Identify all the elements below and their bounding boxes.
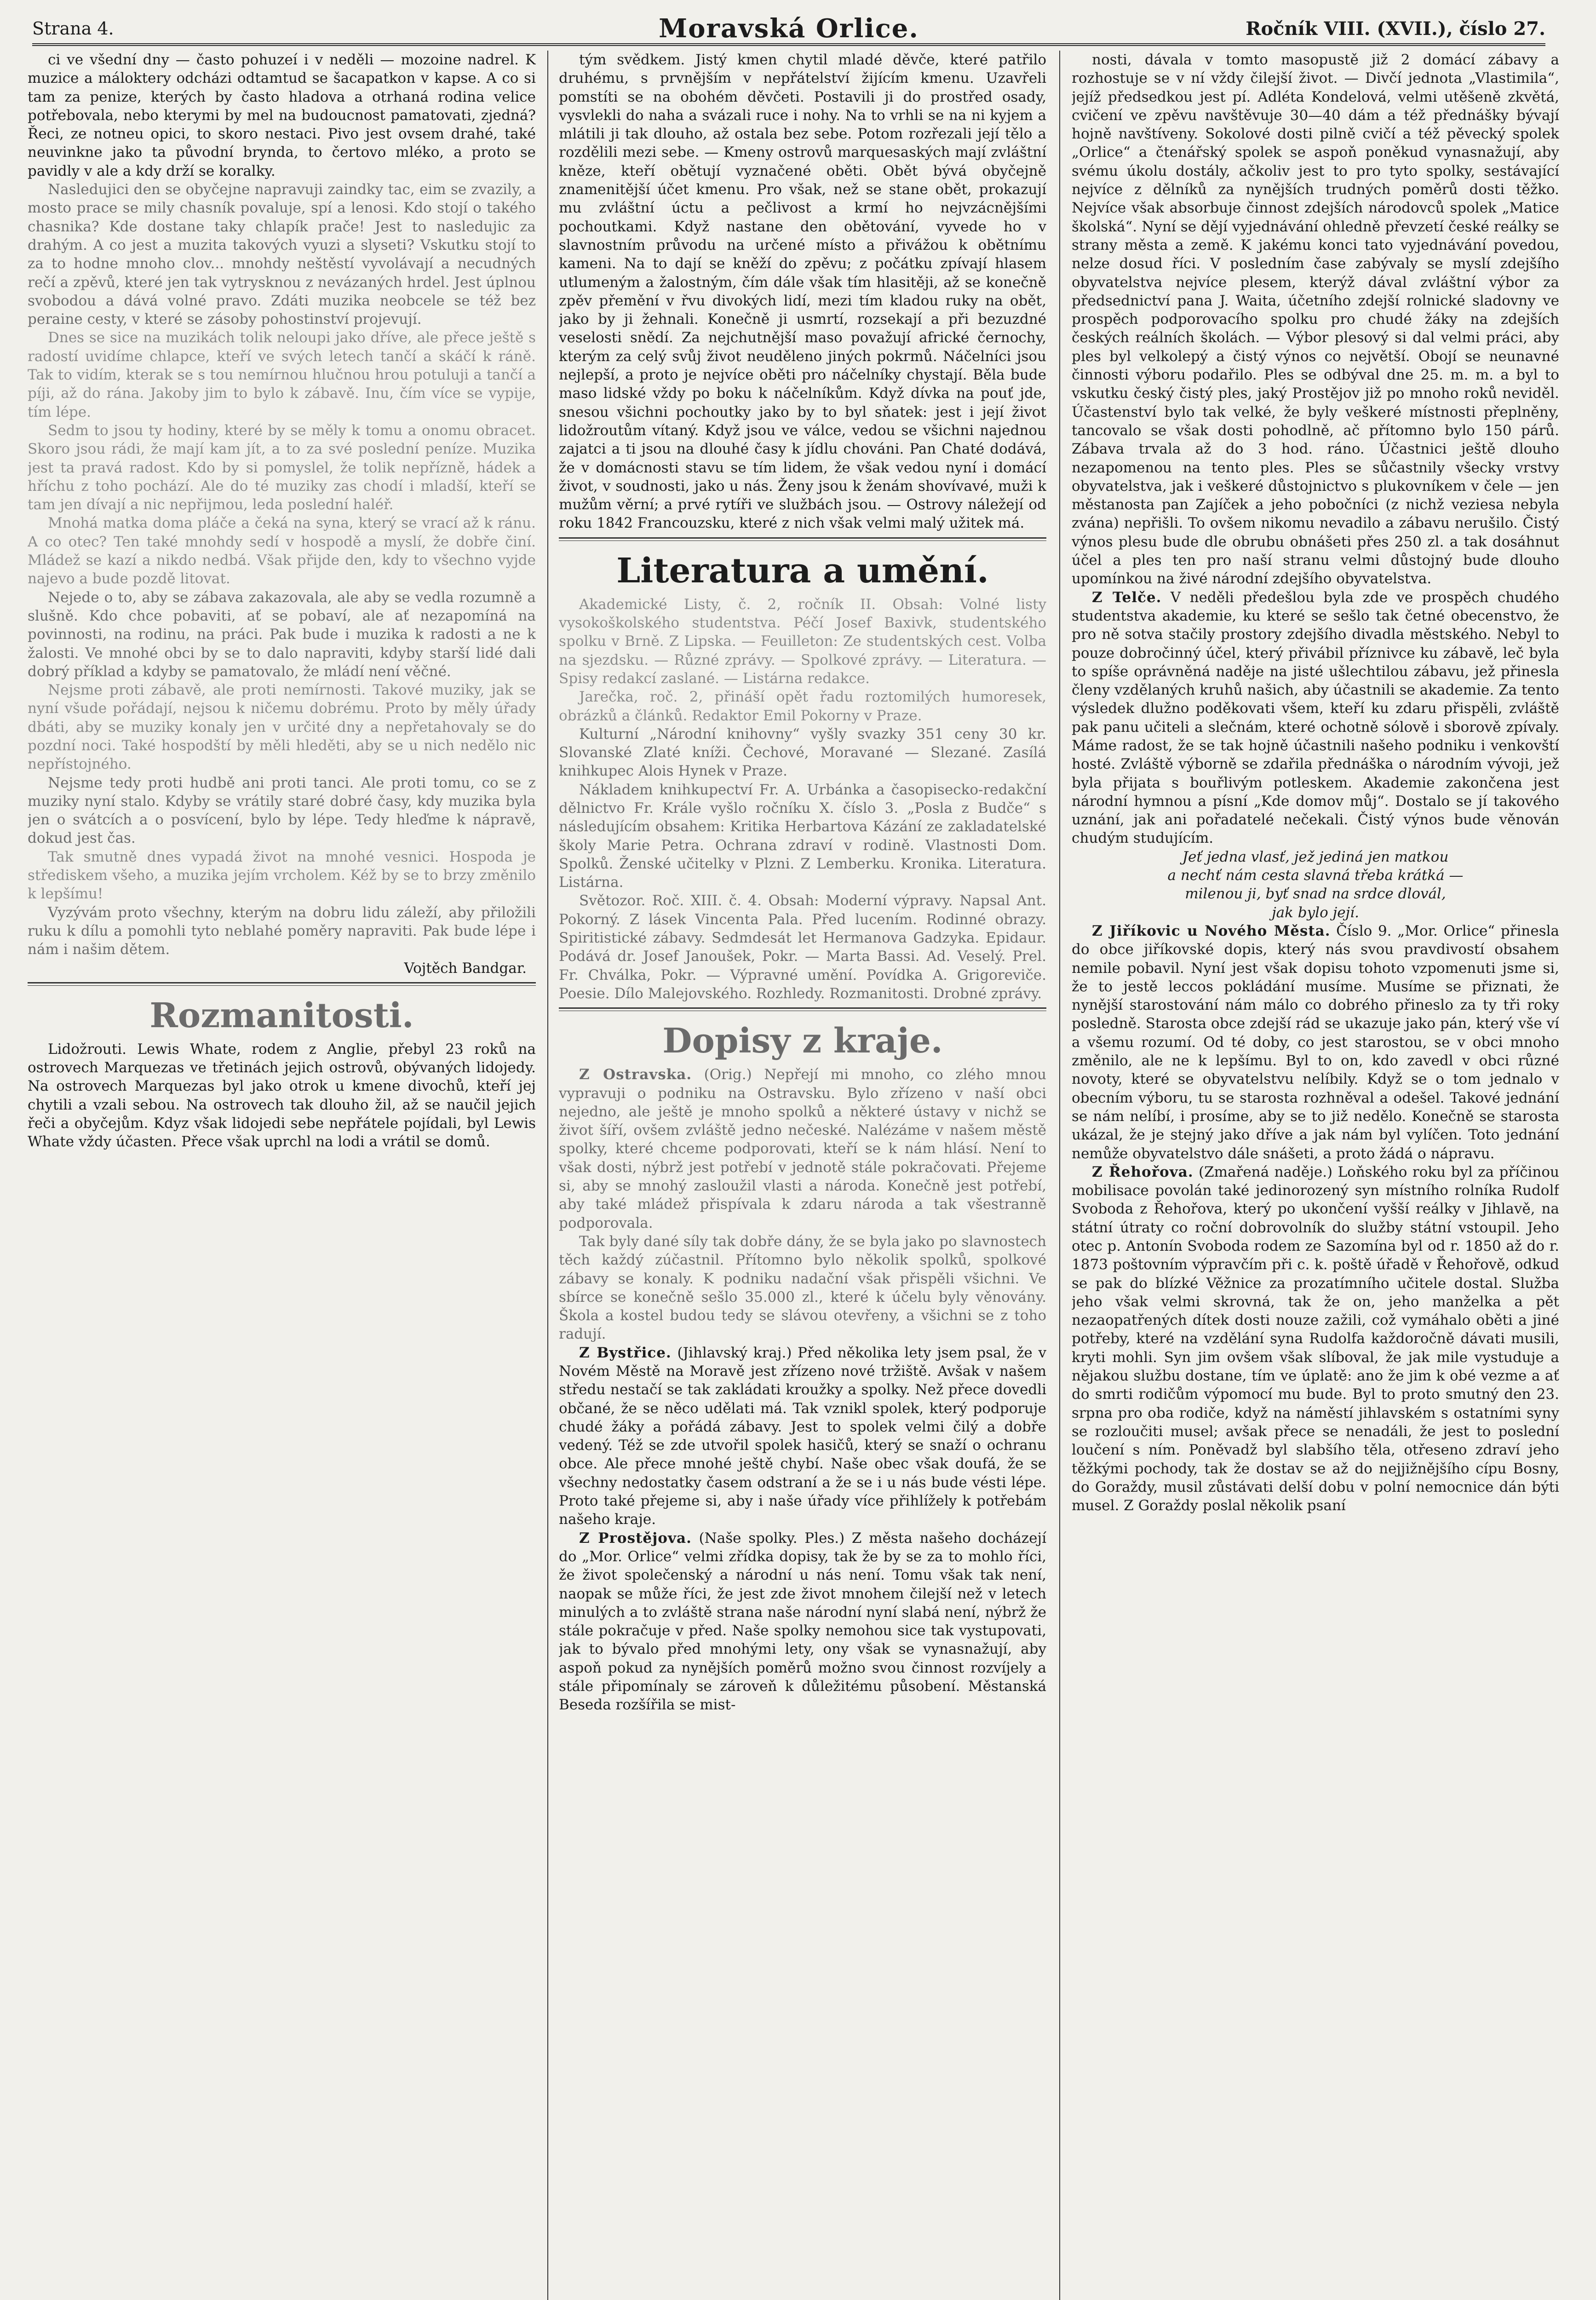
article-paragraph: Nasledujici den se obyčejne napravuji zaindky tac, eim se zvazily, a mosto prace se mily chasník povaluje, spí a lenosi. Kdo stojí o takého chasnika? Kde dostane taky chlapík prače! Jest to nasledujic za drahým. A co jest a muzita takových vyuzi a slyseti? Vskutku stojí to za to hodne mnoho clov... mnohdy neštěstí vyvolávají a necudných rečí a zpěvů, které jen tak vytrysknou z nevázaných hrdel. Jest úplnou svobodou a dává volné pravo. Zdáti muzika neobcele se též bez peraine cesty, v které se zásoby pohostinství projevují. xyxy=(28,181,536,328)
dateline: Z Prostějova. xyxy=(579,1530,692,1547)
article-signature: Vojtěch Bandgar. xyxy=(404,960,527,977)
column-rule xyxy=(1059,51,1060,2300)
section-heading-rozmanitosti: Rozmanitosti. xyxy=(149,995,414,1035)
article-paragraph: (Jihlavský kraj.) Před několika lety jsem psal, že v Novém Městě na Moravě jest zřízeno nové tržiště. Avšak v našem středu nestačí se tak zakládati kroužky a spolky. Než přece dovedli občané, že se něco udělati má. Tak vznikl spolek, který podporuje chudé žáky a pořádá zábavy. Jest to spolek velmi čilý a dobře vedený. Též se zde utvořil spolek hasičů, který se snaží o ochranu obce. Ale přece mnohé ještě chybí. Naše obec však doufá, že se všechny nedostatky časem odstraní a že se i u nás bude vésti lépe. Proto také přejeme si, aby i naše úřady více přihlížely k potřebám našeho kraje. xyxy=(559,1344,1046,1528)
literature-item: Jarečka, roč. 2, přináší opět řadu roztomilých humoresek, obrázků a článků. Redaktor Emil Pokorny v Praze. xyxy=(559,689,1046,724)
dateline: Z Jiříkovic u Nového Města. xyxy=(1092,922,1331,939)
literature-item: Světozor. Roč. XIII. č. 4. Obsah: Moderní výpravy. Napsal Ant. Pokorný. Z lásek Vincenta Pala. Před lucením. Rodinné obrazy. Spiritistické zábavy. Sedmdesát let Hermanova Gadzyka. Epidaur. Podává dr. Josef Janoušek, Pokr. — Marta Bassi. Ad. Veselý. Prel. Fr. Chválka, Pokr. — Výpravné umění. Povídka A. Grigoreviče. Poesie. Dílo Malejovského. Rozhledy. Rozmanitosti. Drobné zprávy. xyxy=(559,892,1046,1002)
article-paragraph: Nejsme tedy proti hudbě ani proti tanci. Ale proti tomu, co se z muziky nyní stalo. Kdyby se vrátily staré dobré časy, kdy muzika byla jen o svátcích a o posvícení, bylo by lépe. Tedy hleďme k nápravě, dokud jest čas. xyxy=(28,774,536,847)
column-3 xyxy=(1072,51,1559,2300)
literature-item: Akademické Listy, č. 2, ročník II. Obsah: Volné listy vysokoškolského studentstva. Péčí Josef Baxivk, studentského spolku v Brně. Z Lipska. — Feuilleton: Ze studentských cest. Volba na sjezdsku. — Různé zprávy. — Spolkové zprávy. — Literatura. — Spisy redakcí zaslané. — Listárna redakce. xyxy=(559,596,1046,687)
section-heading-dopisy: Dopisy z kraje. xyxy=(662,1021,943,1061)
literature-item: Nákladem knihkupectví Fr. A. Urbánka a časopisecko-redakční dělnictvo Fr. Krále vyšlo ročníku X. číslo 3. „Posla z Budče“ s následujícím obsahem: Kritika Herbartova Kázání ze zakladatelské školy Marie Petra. Ochrana zdraví v rodině. Vlastnosti Dom. Spolků. Ženské učitelky v Plzni. Z Lemberku. Kronika. Literatura. Listárna. xyxy=(559,781,1046,891)
page-number: Strana 4. xyxy=(32,18,114,39)
dateline: Z Telče. xyxy=(1092,589,1162,606)
dateline: Z Ostravska. xyxy=(579,1066,692,1083)
article-paragraph: Nejsme proti zábavě, ale proti nemírnosti. Takové muziky, jak se nyní všude pořádají, nejsou k ničemu dobrému. Proto by měly úřady dbáti, aby se muziky konaly jen v určité dny a nepřetahovaly se do pozdní noci. Také hospodští by měli hleděti, aby se u nich nedělo nic nepřístojného. xyxy=(28,682,536,773)
column-rule xyxy=(547,51,548,2300)
verse-line: a nechť nám cesta slavná třeba krátká — xyxy=(1167,867,1464,884)
article-paragraph: ci ve všední dny — často pohuzeí i v neděli — mozoine nadrel. K muzice a máloktery odcházi odtamtud se šacapatkon v kapse. A co si tam za penize, kterých by často hladova a otrhaná rodina velice potřebovala, nebo kterymi by mel na budoucnost pamatovati, zjedná? Řeci, ze notneu opici, to skoro nestaci. Pivo jest ovsem drahé, také neuvinkne jako ta původní brynda, to čertovo mléko, a proto se pavidly v ale a kdy drží se koralky. xyxy=(28,52,536,179)
verse-line: jak bylo její. xyxy=(1272,904,1359,921)
section-heading-literatura: Literatura a umění. xyxy=(616,551,989,591)
issue-info: Ročník VIII. (XVII.), číslo 27. xyxy=(1246,17,1545,40)
dateline: Z Řehořova. xyxy=(1092,1163,1194,1180)
column-2 xyxy=(559,51,1046,2300)
section-divider xyxy=(559,537,1046,541)
newspaper-title: Moravská Orlice. xyxy=(659,13,919,44)
column-1 xyxy=(28,51,536,2300)
article-paragraph: Nejede o to, aby se zábava zakazovala, ale aby se vedla rozumně a slušně. Kdo chce pobaviti, ať se pobaví, ale ať nezapomíná na povinnosti, na rodinu, na práci. Pak bude i muzika k radosti a ne k žalosti. Ve mnohé obci by se to dalo napraviti, kdyby starší lidé dali dobrý příklad a kdyby se pamatovalo, že mládí není věčné. xyxy=(28,589,536,680)
article-paragraph: nosti, dávala v tomto masopustě již 2 domácí zábavy a rozhostuje se v ní vždy čilejší život. — Divčí jednota „Vlastimila“, jejíž předsedkou jest pí. Adléta Kondelová, velmi utěšeně zkvětá, cvičení ve zpěvu navštěvuje 30—40 dám a též přednášky bývají hojně navštíveny. Sokolové dosti pilně cvičí a též pěvecký spolek „Orlice“ a čtenářský spolek se aspoň poněkud vynasnažují, aby svému úkolu dostály, ačkoliv jest to pro tyto spolky, sestávající nejvíce z dělníků za nynějších trudných poměrů dosti těžko. Nejvíce však absorbuje činnost zdejších národovců spolek „Matice školská“. Nyní se dějí vyjednávání ohledně převzetí české reálky se strany města a země. K jakému konci tato vyjednávání povedou, nelze dosud říci. V posledním čase zabývaly se myslí zdejšího obyvatelstva nejvíce plesem, kterýž dával zvláštní výbor za předsednictví pana J. Waita, účetního zdejší rolnické sladovny ve prospěch podporovacího spolku pro chudé žáky na zdejších českých reálních školách. — Výbor plesový si dal velmi práci, aby ples byl velkolepý a čistý výnos co největší. Obojí se neunavné činnosti výboru podařilo. Ples se odbýval dne 25. m. m. a byl to vskutku český čistý ples, jaký Prostějov již po mnoho roků neviděl. Účastenství bylo tak velké, že byly veškeré místnosti přeplněny, tancovalo se však dosti pohodlně, ač přítomno bylo 150 párů. Zábava trvala až do 3 hod. ráno. Účastnici ještě dlouho nezapomenou na tento ples. Ples se sůčastnily všecky vrstvy obyvatelstva, jak i veškeré důstojnictvo s plukovníkem v čele — jen městanosta pan Zajíček a jeho pobočníci (z nichž veziesa nebyla zvána) nepřišli. To ovšem nikomu nevadilo a zábavu nerušilo. Čistý výnos plesu bude dle obrubu obnášeti přes 250 zl. a tak dosáhnut účel a ples ten pro naší stranu velmi důstojný bude dlouho upomínkou na živé národní zdejšího obyvatelstva. xyxy=(1072,52,1559,587)
article-paragraph: tým svědkem. Jistý kmen chytil mladé děvče, které patřilo druhému, s prvnějším v nepřátelství žijícím kmenu. Uzavřeli pomstíti se na obohém děvčeti. Postavili ji do prostřed osady, vysvlekli do naha a svázali ruce i nohy. Na to vrhli se na ni kyjem a mlátili ji tak dlouho, až ostala bez sebe. Potom rozřezali její tělo a rozdělili mezi sebe. — Kmeny ostrovů marquesaských mají zvláštní kněze, kteří obětují vyznačené oběti. Obět bývá obyčejně znamenitější účet kmenu. Pro však, než se stane obět, prokazují mu zvláštní úctu a pečlivost a krmí ho nejvzácnějšími pochoutkami. Když nastane den obětování, vyvede ho v slavnostním průvodu na určené místo a přivážou k obětnímu kameni. Na to dají se kněží do zpěvu; z počátku zpívají hlasem utlumeným a žalostným, čím dále však tím hlasitěji, až se konečně zpěv přemění v řvu divokých lidí, mezi tím kladou ruky na obět, jako by ji žehnali. Konečně ji usmrtí, rozsekají a při bezuzdné veselosti snědí. Za nejchutnější maso považují africké černochy, kterým za celý svůj život neuděleno jiných pokrmů. Náčelníci jsou nejlepší, a proto je nejvíce oběti pro náčelníky chystají. Běla bude maso lidské vždy po boku k náčelníkům. Když dívka na pouť jde, snesou všichni pochoutky jako by to byl sňatek: jest i její život lidožroutům vítaný. Když jsou ve válce, vedou se všichni najednou zajatci a ti jsou na dlouhé časy k jídlu chováni. Pan Chaté dodává, že v domácnosti stavu se tím lidem, že však vedou nyní i domácí život, v soudnosti, jako u nás. Ženy jsou k ženám shovívavé, muži k mužům věrní; a prvé rytíři ve službách jsou. — Ostrovy náležejí od roku 1842 Francouzsku, které z nich však velmi malý užitek má. xyxy=(559,52,1046,532)
section-divider xyxy=(28,982,536,986)
article-paragraph: Tak byly dané síly tak dobře dány, že se byla jako po slavnostech těch každý zúčastnil. Přítomno bylo několik spolků, spolkové zábavy se konaly. K podniku nadační však přispěli všichni. Ve sbírce se konečně sešlo 35.000 zl., které k účelu byly věnovány. Škola a kostel budou tedy se slávou otevřeny, a všichni se z toho radují. xyxy=(559,1233,1046,1343)
article-paragraph: Dnes se sice na muzikách tolik neloupi jako dříve, ale přece ještě s radostí uvidíme chlapce, kteří ve svých letech tančí a skáčí k ráně. Tak to vidím, kterak se s tou nemírnou hlučnou hrou potuluji a tančí a píji, až do rána. Jakoby jim to bylo k zábavě. Inu, čím více se vypije, tím lépe. xyxy=(28,329,536,420)
article-paragraph: Lidožrouti. Lewis Whate, rodem z Anglie, přebyl 23 roků na ostrovech Marquezas ve třetinách jejich ostrovů, obývaných lidojedy. Na ostrovech Marquezas byl jako otrok u kmene divochů, kteří jej chytili a vzali sebou. Na ostrovech tak dlouho žil, až se naučil jejich řeči a obyčejům. Kdyz však lidojedi sebe nepřátele pojídali, byl Lewis Whate vždy účasten. Přece však uprchl na lodi a vrátil se domů. xyxy=(28,1041,536,1150)
article-paragraph: (Naše spolky. Ples.) Z města našeho docházejí do „Mor. Orlice“ velmi zřídka dopisy, tak že by se za to mohlo říci, že život společenský a národní u nás není. Tomu však tak není, naopak se může říci, že jest zde život mnohem čilejší než v letech minulých a to zvláště strana naše národní nyní slabá není, nýbrž že stále pokračuje v před. Naše spolky nemohou sice tak vystupovati, jak to bývalo před mnohými lety, ony však se vynasnažují, aby aspoň pokud za nynějších poměrů možno svou činnost rozvíjely a stále připomínaly se zároveň k důležitému působení. Městanská Beseda rozšířila se mist- xyxy=(559,1530,1046,1714)
literature-item: Kulturní „Národní knihovny“ vyšly svazky 351 ceny 30 kr. Slovanské Zlaté kníži. Čechové, Moravané — Slezané. Zasílá knihkupec Alois Hynek v Praze. xyxy=(559,725,1046,780)
article-paragraph: (Orig.) Nepřejí mi mnoho, co zlého mnou vypravuji o podniku na Ostravsku. Bylo zřízeno v naší obci nejedno, ale ještě je mnoho spolků a některé ústavy v nichž se život šíří, ovšem zvláště jedno nečeské. Nalézáme v našem městě spolky, které chceme podporovati, kteří se k nám hlásí. Není to však dosti, nýbrž jest potřebí v jednotě stále pokračovati. Přejeme si, aby se mnohý zasloužil vlasti a národa. Konečně jest potřebí, aby také mládež přispívala k zdaru národa a tak všestranně podporovala. xyxy=(559,1066,1046,1231)
article-paragraph: Sedm to jsou ty hodiny, které by se měly k tomu a onomu obracet. Skoro jsou rádi, že mají kam jít, a to za své poslední peníze. Muzika jest ta pravá radost. Kdo by si pomyslel, že tolik nepřízně, hádek a hříchu z toho pochází. Ale do té muziky zas chodí i mladší, kteří se tam jen dívají a nic nepřijmou, leda poslední haléř. xyxy=(28,422,536,513)
article-paragraph: Číslo 9. „Mor. Orlice“ přinesla do obce jiříkovské dopis, který nás svou pravdivostí obsahem nemile pobavil. Nyní jest však dopisu tohoto vzpomenuti jsme si, že to jestě leccos pokládání musíme. Musíme se přiznati, že nynější starostování nám málo co dobrého přineslo za ty tři roky posledně. Starosta obce zdejší rád se ukazuje jako pán, který vše ví a všemu rozumí. Od té doby, co jest starostou, se v obci mnoho změnilo, ale ne k lepšímu. Byl to on, kdo zavedl v obci různé novoty, které se obyvatelstvu nelíbily. Když se o tom jednalo v obecním výboru, tu se starosta rozhněval a odešel. Takové jednání se nám nelíbí, i prosíme, aby se to již nedělo. Konečně se starosta ukázal, že je stejný jako dříve a jak nám byl vylíčen. Toto jednání nemůže obyvatelstvo dále snášeti, a proto žádá o nápravu. xyxy=(1072,922,1559,1162)
article-paragraph: Mnohá matka doma pláče a čeká na syna, který se vrací až k ránu. A co otec? Ten také mnohdy sedí v hospodě a myslí, že dobře činí. Mládež se kazí a nikdo nedbá. Však přijde den, kdy to všechno vyjde najevo a bude pozdě litovat. xyxy=(28,515,536,587)
section-divider xyxy=(559,1007,1046,1011)
article-paragraph: (Zmařená naděje.) Loňského roku byl za příčinou mobilisace povolán také jedinorozený syn místního rolníka Rudolf Svoboda z Řehořova, který po ukončení vyšší reálky v Jihlavě, na státní útraty co roční dobrovolník do služby státní vstoupil. Jeho otec p. Antonín Svoboda rodem ze Sazomína byl od r. 1850 až do r. 1873 poštovním výpravčím při c. k. poště úřadě v Řehořově, odkud se pak do blízké Věžnice za prozatímního učitele dostal. Služba jeho však velmi skrovná, tak že on, jeho manželka a pět nezaopatřených dítek dosti nouze zažili, což vymáhalo oběti a jiné potřeby, které na vzdělání syna Rudolfa každoročně dávati musili, kryti mohli. Syn jim ovšem však slíboval, že jak mile vystuduje a nějakou službu dostane, tím ve úplatě: ano že jim k obé vezme a ať do smrti rodičům výpomocí mu bude. Byl to proto smutný den 23. srpna pro oba rodiče, když na náměstí jihlavském s ostatními syny se rozloučiti musel; avšak přece se nenadáli, že jest to poslední loučení s ním. Poněvadž byl slabšího těla, otřeseno zdraví jeho těžkými pochody, tak že dostav se až do nejjižnějšího cípu Bosny, do Goraždy, musil zůstávati delší dobu v polní nemocnice dán býti musel. Z Goraždy poslal několik psaní xyxy=(1072,1163,1559,1514)
dateline: Z Bystřice. xyxy=(579,1344,672,1361)
article-paragraph: V neděli předešlou byla zde ve prospěch chudého studentstva akademie, ku které se sešlo tak četné obecenstvo, že pro ně sotva stačily prostory zdejšího divadla městského. Nebyl to pouze dobročinný účel, který přivábil příznivce ku zábavě, leč byla to spíše oprávněná naděje na jisté ušlechtilou zábavu, jež přinesla členy vzdělaných kruhů našich, aby účastnili se akademie. Za tento výsledek dlužno poděkovati všem, kteří ku zdaru přispěli, zvláště pak panu učiteli a slečnám, které ochotně sólově i sborově zpívaly. Máme radost, že se tak hojně účastnili našeho podniku i venkovští hosté. Zvláště výborně se zdařila přednáška o národním vývoji, jež byla přijata s bouřlivým potleskem. Akademie zakončena jest národní hymnou a písní „Kde domov můj“. Dostalo se jí takového uznání, jak ani pořadatelé nečekali. Čistý výnos bude věnován chudým studujícím. xyxy=(1072,589,1559,847)
article-paragraph: Vyzývám proto všechny, kterým na dobru lidu záleží, aby přiložili ruku k dílu a pomohli tyto neblahé poměry napraviti. Pak bude lépe i nám i našim dětem. xyxy=(28,904,536,958)
article-paragraph: Tak smutně dnes vypadá život na mnohé vesnici. Hospoda je střediskem všeho, a muzika jejím vrcholem. Kéž by se to brzy změnilo k lepšímu! xyxy=(28,848,536,903)
verse-line: milenou ji, byť snad na srdce dlovál, xyxy=(1185,886,1446,903)
verse-line: Jeť jedna vlasť, jež jediná jen matkou xyxy=(1182,848,1449,865)
page-header xyxy=(32,14,1545,46)
